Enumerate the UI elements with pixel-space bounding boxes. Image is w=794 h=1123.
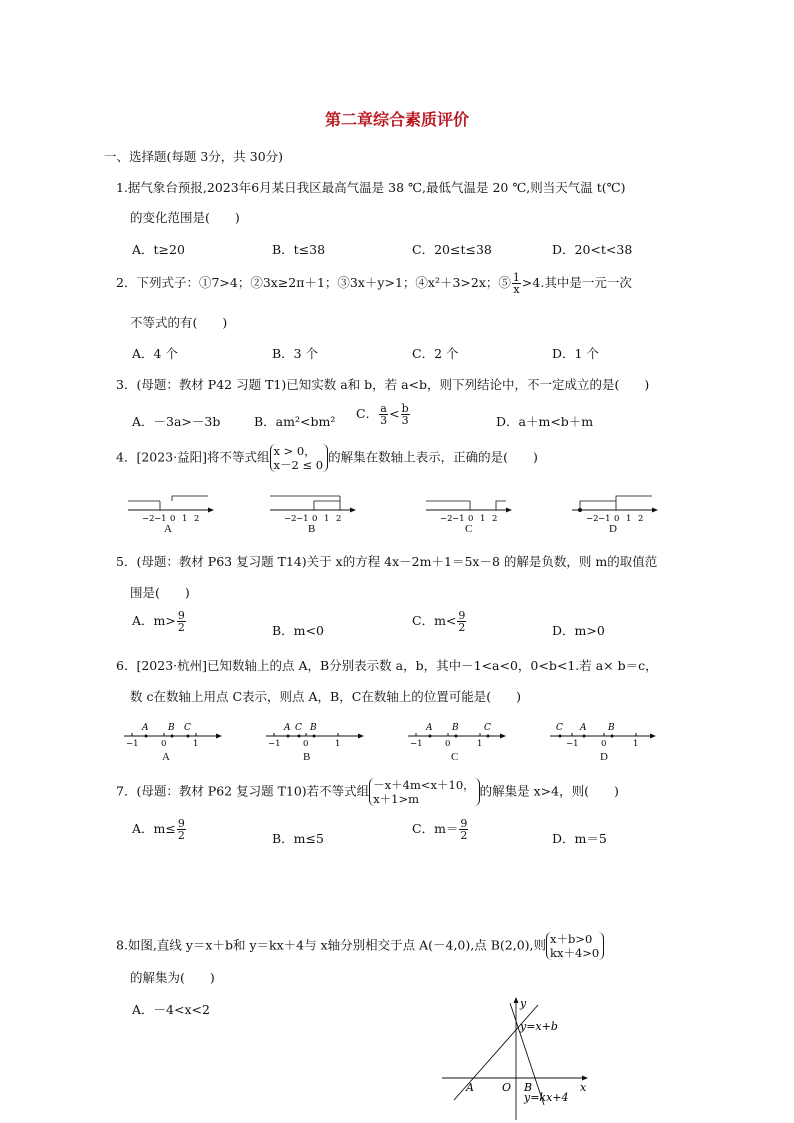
svg-text:B: B [608, 723, 615, 733]
q7-suffix: 的解集是 x>4，则( ) [479, 783, 619, 799]
q5-option-a [132, 610, 187, 633]
q6-label-b: B [303, 751, 311, 763]
q8-x-label: x [580, 1081, 587, 1094]
q6-figure-a [124, 723, 222, 749]
q2-fraction [512, 272, 521, 295]
q4-label-c: C [465, 523, 473, 535]
q3-c-den1: 3 [380, 414, 388, 427]
q6-stem-cont: 数 c在数轴上用点 C表示，则点 A，B，C在数轴上的位置可能是( ) [130, 689, 522, 704]
q2-option-a: A．4 个 [132, 346, 178, 361]
q2-frac-den: x [513, 283, 520, 296]
q7-a-num: 9 [177, 817, 185, 830]
svg-text:A: A [580, 723, 587, 733]
q3-option-c [356, 403, 411, 426]
q8-origin-label: O [502, 1081, 512, 1094]
q5-stem: 5．(母题：教材 P63 复习题 T14)关于 x的方程 4x－2m＋1＝5x－8 的解是负数，则 m的取值范 [116, 554, 658, 569]
q5-c-num: 9 [458, 609, 466, 622]
q3-option-d: D．a＋m<b＋m [496, 414, 594, 429]
svg-text:B: B [310, 723, 317, 733]
q4-sys-line2: x－2 ≤ 0 [273, 458, 324, 472]
q8-stem-text: 8.如图,直线 y＝x＋b和 y＝kx＋4与 x轴分别相交于点 A(－4,0),点 B(2,0),则 [116, 937, 546, 953]
svg-text:0: 0 [170, 514, 176, 524]
q6-figure-c [408, 723, 506, 749]
q2-stem-cont: 不等式的有( ) [130, 315, 228, 330]
q5-option-d: D．m>0 [552, 623, 605, 638]
q1-option-a: A．t≥20 [132, 242, 185, 257]
svg-text:0: 0 [614, 514, 620, 524]
q2-stem-b: >4.其中是一元一次 [521, 275, 632, 290]
q3-c-prefix: C． [356, 406, 379, 421]
q8-system [546, 932, 604, 960]
svg-text:1: 1 [193, 739, 199, 749]
page-title: 第二章综合素质评价 [324, 110, 469, 129]
q4-figure-b [270, 496, 356, 524]
q7-c-den: 2 [460, 829, 468, 842]
q8-point-b-label: B [524, 1081, 533, 1094]
svg-text:1: 1 [335, 739, 341, 749]
q4-figure-d [572, 496, 658, 524]
svg-text:C: C [556, 723, 563, 733]
q3-c-num2: b [401, 402, 409, 415]
q7-c-num: 9 [460, 817, 468, 830]
section-heading: 一、选择题(每题 3分，共 30分) [104, 149, 284, 164]
q8-stem [116, 932, 604, 960]
q3-c-frac1 [379, 403, 388, 426]
svg-text:1: 1 [480, 514, 486, 524]
svg-text:1: 1 [324, 514, 330, 524]
q6-stem: 6．[2023·杭州]已知数轴上的点 A，B分别表示数 a，b，其中－1<a<0，0<b<1.若 a× b＝c， [116, 658, 658, 673]
q2-option-b: B．3 个 [272, 346, 319, 361]
q7-system [369, 778, 479, 806]
q5-a-prefix: A．m> [132, 613, 176, 628]
svg-text:0: 0 [161, 739, 167, 749]
q6-label-a: A [162, 751, 170, 763]
q3-option-b: B．am²<bm² [254, 414, 336, 429]
q3-c-frac2 [401, 403, 410, 426]
svg-text:2: 2 [194, 514, 200, 524]
svg-text:−2: −2 [142, 514, 155, 524]
svg-text:C: C [484, 723, 491, 733]
q7-c-prefix: C．m＝ [412, 821, 459, 836]
q2-option-c: C．2 个 [412, 346, 459, 361]
q8-point-a-label: A [466, 1081, 474, 1094]
svg-text:B: B [168, 723, 175, 733]
q7-a-den: 2 [177, 829, 185, 842]
q8-option-a: A．－4<x<2 [132, 1002, 210, 1017]
svg-text:−1: −1 [126, 739, 139, 749]
svg-text:1: 1 [633, 739, 639, 749]
q6-label-d: D [600, 751, 608, 763]
q5-a-num: 9 [177, 609, 185, 622]
q6-label-c: C [451, 751, 459, 763]
q7-sys-line2: x＋1>m [373, 792, 420, 806]
q8-stem-cont: 的解集为( ) [130, 970, 215, 985]
q3-option-a: A．－3a>－3b [132, 414, 221, 429]
q5-a-frac [177, 610, 186, 633]
svg-text:−1: −1 [410, 739, 423, 749]
q4-label-a: A [164, 523, 172, 535]
q5-c-prefix: C．m< [412, 613, 457, 628]
q5-a-den: 2 [177, 621, 185, 634]
q5-option-c [412, 610, 467, 633]
q5-option-b: B．m<0 [272, 623, 324, 638]
q4-figure-c [426, 501, 512, 524]
q8-sys-line2: kx＋4>0 [550, 946, 600, 960]
q1-option-c: C．20≤t≤38 [412, 242, 492, 257]
svg-text:−2: −2 [440, 514, 453, 524]
q4-label-d: D [609, 523, 617, 535]
q3-c-lt: < [389, 406, 400, 421]
svg-text:2: 2 [638, 514, 644, 524]
q6-figure-d [550, 723, 656, 749]
svg-text:1: 1 [626, 514, 632, 524]
q8-graph [440, 995, 600, 1123]
q4-number-lines [120, 490, 680, 540]
svg-text:A: A [284, 723, 291, 733]
q2-frac-num: 1 [512, 271, 520, 284]
q7-stem [116, 778, 619, 806]
q5-stem-cont: 围是( ) [130, 585, 190, 600]
q8-line1-label: y=x+b [520, 1020, 558, 1033]
svg-text:2: 2 [336, 514, 342, 524]
q1-stem: 1.据气象台预报,2023年6月某日我区最高气温是 38 ℃,最低气温是 20 ℃,则当天气温 t(℃) [116, 180, 626, 195]
svg-text:2: 2 [492, 514, 498, 524]
svg-text:0: 0 [303, 739, 309, 749]
q7-option-c [412, 818, 469, 841]
q7-sys-line1: －x＋4m<x＋10， [373, 778, 475, 792]
svg-text:−1: −1 [566, 739, 579, 749]
q1-option-d: D．20<t<38 [552, 242, 633, 257]
svg-text:−1: −1 [452, 514, 465, 524]
q1-option-b: B．t≤38 [272, 242, 326, 257]
q4-stem [116, 444, 538, 472]
q4-sys-line1: x > 0， [273, 444, 316, 458]
svg-text:C: C [184, 723, 191, 733]
q3-c-num1: a [380, 402, 387, 415]
svg-text:A: A [426, 723, 433, 733]
svg-text:0: 0 [312, 514, 318, 524]
q4-suffix: 的解集在数轴上表示，正确的是( ) [328, 449, 538, 465]
q7-prefix: 7．(母题：教材 P62 复习题 T10)若不等式组 [116, 783, 370, 799]
q5-c-den: 2 [458, 621, 466, 634]
q3-stem: 3．(母题：教材 P42 习题 T1)已知实数 a和 b，若 a<b，则下列结论中，不一定成立的是( ) [116, 377, 650, 392]
q4-prefix: 4．[2023·益阳]将不等式组 [116, 449, 270, 465]
q7-c-frac [459, 818, 468, 841]
q2-stem-a: 2．下列式子：①7>4；②3x≥2π＋1；③3x＋y>1；④x²＋3>2x；⑤ [116, 275, 511, 290]
svg-text:−1: −1 [154, 514, 167, 524]
svg-text:C: C [295, 723, 302, 733]
svg-text:A: A [142, 723, 149, 733]
q7-option-b: B．m≤5 [272, 831, 324, 846]
svg-text:−1: −1 [268, 739, 281, 749]
svg-text:0: 0 [445, 739, 451, 749]
q3-c-den2: 3 [401, 414, 409, 427]
q6-figure-b [266, 723, 364, 749]
q8-y-label: y [520, 997, 527, 1010]
q7-a-frac [177, 818, 186, 841]
svg-text:−1: −1 [598, 514, 611, 524]
q7-a-prefix: A．m≤ [132, 821, 176, 836]
svg-text:1: 1 [477, 739, 483, 749]
q4-label-b: B [308, 523, 316, 535]
q4-figure-a [128, 496, 214, 524]
svg-text:−2: −2 [284, 514, 297, 524]
q6-number-lines [118, 718, 678, 768]
svg-text:B: B [452, 723, 459, 733]
q2-option-d: D．1 个 [552, 346, 599, 361]
q7-option-a [132, 818, 187, 841]
svg-text:1: 1 [182, 514, 188, 524]
q5-c-frac [457, 610, 466, 633]
svg-text:−2: −2 [586, 514, 599, 524]
q2-stem [116, 272, 632, 295]
q7-option-d: D．m＝5 [552, 831, 607, 846]
q8-sys-line1: x＋b>0 [550, 932, 593, 946]
svg-text:0: 0 [468, 514, 474, 524]
q4-system [270, 444, 329, 472]
q8-line2-label: y=kx+4 [524, 1091, 569, 1104]
q1-stem-cont: 的变化范围是( ) [130, 210, 240, 225]
svg-text:−1: −1 [296, 514, 309, 524]
svg-text:0: 0 [601, 739, 607, 749]
